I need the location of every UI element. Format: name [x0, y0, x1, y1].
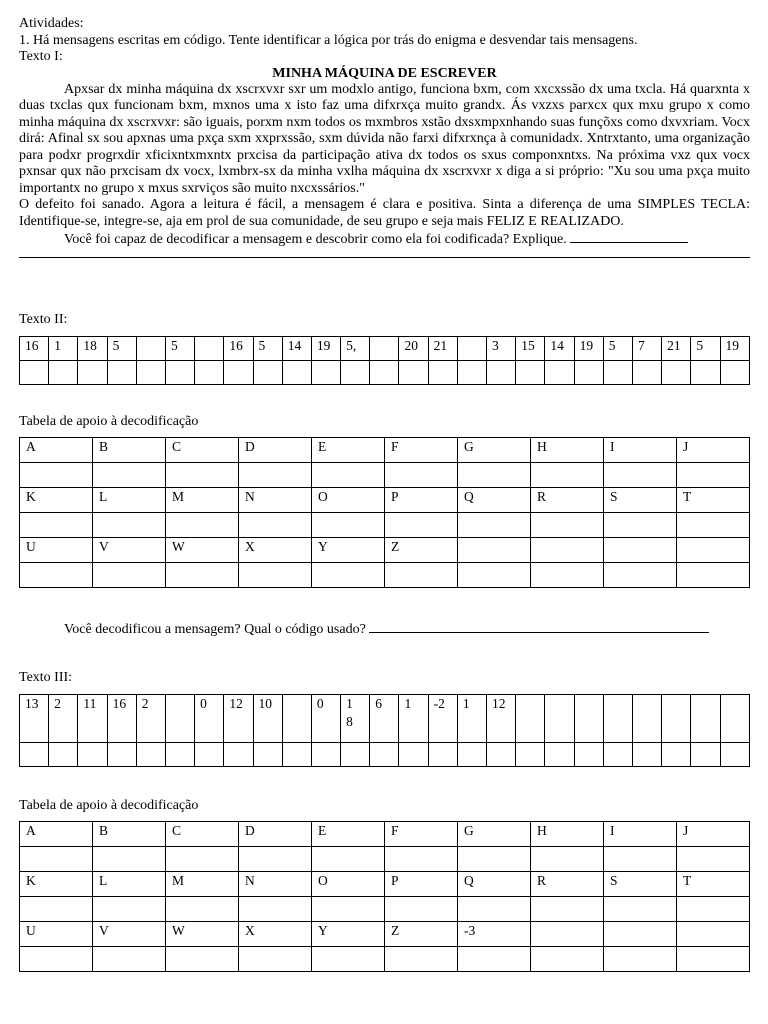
letter-cell — [458, 538, 531, 563]
value-cell[interactable] — [20, 513, 93, 538]
answer-cell[interactable] — [487, 743, 516, 767]
value-cell[interactable] — [604, 847, 677, 872]
text1-question — [19, 230, 750, 249]
value-cell[interactable] — [239, 463, 312, 488]
answer-cell[interactable] — [574, 361, 603, 385]
letter-cell: R — [531, 488, 604, 513]
code-cell: 0 — [311, 695, 340, 743]
letter-cell: M — [166, 488, 239, 513]
answer-cell[interactable] — [545, 743, 574, 767]
code-cell: 6 — [370, 695, 399, 743]
value-cell[interactable] — [239, 947, 312, 972]
text2-section — [19, 312, 67, 329]
answer-line[interactable] — [570, 230, 688, 243]
code-cell — [662, 695, 691, 743]
value-cell[interactable] — [385, 897, 458, 922]
text3-section — [19, 670, 72, 687]
letter-cell: C — [166, 822, 239, 847]
value-row — [20, 947, 750, 972]
code-cell: 11 — [78, 695, 107, 743]
answer-line-full[interactable] — [19, 257, 750, 258]
value-cell[interactable] — [239, 513, 312, 538]
value-cell[interactable] — [20, 897, 93, 922]
code-cell: 2 — [49, 695, 78, 743]
text3-letters-wrap — [19, 821, 750, 972]
letter-cell — [604, 922, 677, 947]
answer-cell[interactable] — [457, 743, 486, 767]
code-cell — [282, 695, 311, 743]
letter-cell: T — [677, 872, 750, 897]
code-cell: 7 — [632, 337, 661, 361]
code-cell: 3 — [487, 337, 516, 361]
letter-cell: Y — [312, 538, 385, 563]
value-row — [20, 847, 750, 872]
letter-cell: H — [531, 822, 604, 847]
letter-cell: M — [166, 872, 239, 897]
value-cell[interactable] — [385, 463, 458, 488]
code-cell: 10 — [253, 695, 282, 743]
answer-cell[interactable] — [691, 361, 720, 385]
letter-cell: R — [531, 872, 604, 897]
letter-cell: X — [239, 538, 312, 563]
text2-letters-table — [19, 437, 750, 588]
answer-cell[interactable] — [632, 361, 661, 385]
code-cell: 19 — [720, 337, 750, 361]
letter-cell: S — [604, 488, 677, 513]
code-cell — [720, 695, 750, 743]
answer-cell[interactable] — [574, 743, 603, 767]
value-cell[interactable] — [604, 513, 677, 538]
answer-cell[interactable] — [428, 361, 457, 385]
value-cell[interactable] — [531, 897, 604, 922]
answer-cell[interactable] — [136, 743, 165, 767]
letter-cell: S — [604, 872, 677, 897]
value-cell[interactable] — [677, 463, 750, 488]
letter-cell: K — [20, 872, 93, 897]
code-row — [20, 695, 750, 743]
code-cell: -2 — [428, 695, 457, 743]
answer-cell[interactable] — [370, 361, 399, 385]
answer-cell[interactable] — [370, 743, 399, 767]
answer-cell[interactable] — [662, 361, 691, 385]
code-cell — [574, 695, 603, 743]
answer-row — [20, 361, 750, 385]
value-cell[interactable] — [531, 463, 604, 488]
header — [19, 16, 750, 258]
code-cell — [632, 695, 661, 743]
value-cell[interactable] — [239, 897, 312, 922]
code-cell: 15 — [516, 337, 545, 361]
code-cell — [516, 695, 545, 743]
code-cell: 1 — [399, 695, 428, 743]
code-cell: 16 — [107, 695, 136, 743]
text3-label: Texto III: — [19, 670, 73, 685]
answer-cell[interactable] — [49, 361, 78, 385]
value-cell[interactable] — [93, 513, 166, 538]
value-cell[interactable] — [385, 947, 458, 972]
text2-code-table — [19, 336, 750, 385]
letter-cell: Y — [312, 922, 385, 947]
text3-support-label: Tabela de apoio à decodificação — [19, 798, 199, 813]
value-row — [20, 513, 750, 538]
value-cell[interactable] — [93, 563, 166, 588]
value-row — [20, 563, 750, 588]
code-cell: 12 — [224, 695, 253, 743]
code-cell: 20 — [399, 337, 428, 361]
code-cell: 21 — [428, 337, 457, 361]
code-cell — [136, 337, 165, 361]
value-cell[interactable] — [604, 897, 677, 922]
value-row — [20, 897, 750, 922]
answer-cell[interactable] — [603, 743, 632, 767]
value-cell[interactable] — [20, 847, 93, 872]
text1-title: MINHA MÁQUINA DE ESCREVER — [272, 65, 497, 81]
answer-cell[interactable] — [341, 361, 370, 385]
code-cell — [457, 337, 486, 361]
letter-cell — [604, 538, 677, 563]
letter-cell: W — [166, 538, 239, 563]
code-cell: 19 — [574, 337, 603, 361]
letter-row — [20, 538, 750, 563]
letter-cell: I — [604, 822, 677, 847]
letter-cell: U — [20, 538, 93, 563]
letter-cell: L — [93, 488, 166, 513]
answer-cell[interactable] — [399, 361, 428, 385]
code-cell: 14 — [545, 337, 574, 361]
letter-cell: U — [20, 922, 93, 947]
value-cell[interactable] — [677, 947, 750, 972]
value-cell[interactable] — [93, 897, 166, 922]
letter-cell: Q — [458, 872, 531, 897]
value-cell[interactable] — [677, 513, 750, 538]
answer-cell[interactable] — [662, 743, 691, 767]
answer-cell[interactable] — [311, 743, 340, 767]
value-cell[interactable] — [312, 463, 385, 488]
answer-cell[interactable] — [516, 361, 545, 385]
activities-heading: Atividades: — [19, 16, 84, 31]
value-cell[interactable] — [20, 563, 93, 588]
code-cell: 16 — [224, 337, 253, 361]
letter-cell: D — [239, 822, 312, 847]
value-cell[interactable] — [458, 513, 531, 538]
answer-cell[interactable] — [78, 743, 107, 767]
value-cell[interactable] — [458, 563, 531, 588]
value-cell[interactable] — [312, 897, 385, 922]
code-cell — [691, 695, 720, 743]
code-cell — [603, 695, 632, 743]
code-cell: 5, — [341, 337, 370, 361]
answer-cell[interactable] — [107, 743, 136, 767]
code-cell: 19 — [311, 337, 340, 361]
answer-cell[interactable] — [720, 743, 750, 767]
letter-cell — [677, 922, 750, 947]
code-cell: 5 — [691, 337, 720, 361]
code-cell: 5 — [603, 337, 632, 361]
code-cell: 2 — [136, 695, 165, 743]
code-cell — [545, 695, 574, 743]
answer-cell[interactable] — [545, 361, 574, 385]
answer-cell[interactable] — [341, 743, 370, 767]
value-cell[interactable] — [166, 897, 239, 922]
text3-code-table — [19, 694, 750, 767]
answer-cell[interactable] — [399, 743, 428, 767]
letter-cell: D — [239, 438, 312, 463]
letter-cell: G — [458, 438, 531, 463]
letter-cell: E — [312, 438, 385, 463]
value-cell[interactable] — [166, 463, 239, 488]
value-cell[interactable] — [20, 463, 93, 488]
letter-cell: Z — [385, 922, 458, 947]
letter-cell: Z — [385, 538, 458, 563]
letter-cell: G — [458, 822, 531, 847]
letter-cell: P — [385, 488, 458, 513]
answer-cell[interactable] — [253, 361, 282, 385]
answer-cell[interactable] — [20, 361, 49, 385]
answer-cell[interactable] — [78, 361, 107, 385]
text3-code-table-wrap — [19, 694, 750, 767]
answer-cell[interactable] — [20, 743, 49, 767]
value-cell[interactable] — [385, 563, 458, 588]
code-cell: 16 — [20, 337, 49, 361]
letter-cell: P — [385, 872, 458, 897]
text2-code-table-wrap — [19, 336, 750, 385]
value-cell[interactable] — [604, 563, 677, 588]
letter-cell: N — [239, 488, 312, 513]
answer-cell[interactable] — [487, 361, 516, 385]
letter-cell — [677, 538, 750, 563]
value-cell[interactable] — [531, 847, 604, 872]
code-cell: 0 — [195, 695, 224, 743]
answer-cell[interactable] — [224, 743, 253, 767]
value-cell[interactable] — [312, 513, 385, 538]
text2-support-label-wrap — [19, 414, 198, 431]
answer-cell[interactable] — [253, 743, 282, 767]
value-cell[interactable] — [677, 563, 750, 588]
value-cell[interactable] — [677, 897, 750, 922]
letter-cell: O — [312, 872, 385, 897]
code-cell: 1 — [49, 337, 78, 361]
answer-cell[interactable] — [691, 743, 720, 767]
answer-cell[interactable] — [107, 361, 136, 385]
code-cell: 21 — [662, 337, 691, 361]
letter-cell: O — [312, 488, 385, 513]
letter-cell: E — [312, 822, 385, 847]
text3-support-label-wrap — [19, 798, 198, 815]
value-cell[interactable] — [458, 897, 531, 922]
letter-cell: Q — [458, 488, 531, 513]
text3-letters-table — [19, 821, 750, 972]
letter-row — [20, 488, 750, 513]
text2-question — [19, 620, 750, 639]
code-cell: 5 — [165, 337, 194, 361]
letter-cell: V — [93, 922, 166, 947]
letter-cell: F — [385, 438, 458, 463]
letter-cell: J — [677, 438, 750, 463]
answer-cell[interactable] — [282, 361, 311, 385]
letter-cell: A — [20, 438, 93, 463]
answer-cell[interactable] — [603, 361, 632, 385]
value-cell[interactable] — [93, 463, 166, 488]
value-cell[interactable] — [458, 463, 531, 488]
answer-cell[interactable] — [165, 361, 194, 385]
letter-cell: V — [93, 538, 166, 563]
answer-cell[interactable] — [428, 743, 457, 767]
letter-cell: X — [239, 922, 312, 947]
code-row — [20, 337, 750, 361]
letter-cell: W — [166, 922, 239, 947]
value-cell[interactable] — [20, 947, 93, 972]
letter-row — [20, 822, 750, 847]
value-row — [20, 463, 750, 488]
value-cell[interactable] — [312, 563, 385, 588]
text1-label: Texto I: — [19, 49, 63, 64]
value-cell[interactable] — [385, 847, 458, 872]
letter-cell: B — [93, 438, 166, 463]
answer-cell[interactable] — [282, 743, 311, 767]
value-cell[interactable] — [604, 947, 677, 972]
code-cell: 13 — [20, 695, 49, 743]
letter-row — [20, 922, 750, 947]
letter-cell: B — [93, 822, 166, 847]
value-cell[interactable] — [458, 947, 531, 972]
code-cell: 1 8 — [341, 695, 370, 743]
text1-closing: O defeito foi sanado. Agora a leitura é fácil, a mensagem é clara e positiva. Sinta a diferença de uma SIMPLES TECLA: Identifique-se, integre-se, aja em prol de sua comunidade, de seu grupo e seja mais FELIZ E REALIZADO. — [19, 197, 750, 229]
answer-cell[interactable] — [516, 743, 545, 767]
value-cell[interactable] — [677, 847, 750, 872]
answer-cell[interactable] — [720, 361, 750, 385]
code-cell: 12 — [487, 695, 516, 743]
instruction-text: 1. Há mensagens escritas em código. Tente identificar a lógica por trás do enigma e desvendar tais mensagens. — [19, 32, 638, 48]
value-cell[interactable] — [166, 563, 239, 588]
code-cell: 18 — [78, 337, 107, 361]
value-cell[interactable] — [385, 513, 458, 538]
text2-support-label: Tabela de apoio à decodificação — [19, 414, 199, 429]
answer-cell[interactable] — [632, 743, 661, 767]
letter-cell: C — [166, 438, 239, 463]
value-cell[interactable] — [312, 947, 385, 972]
value-cell[interactable] — [312, 847, 385, 872]
code-cell: 5 — [253, 337, 282, 361]
value-cell[interactable] — [531, 947, 604, 972]
text1-question-text: Você foi capaz de decodificar a mensagem e descobrir como ela foi codificada? Explique. — [64, 232, 567, 247]
text2-answer-line[interactable] — [369, 620, 709, 633]
letter-cell: N — [239, 872, 312, 897]
code-cell — [165, 695, 194, 743]
answer-cell[interactable] — [457, 361, 486, 385]
text2-label: Texto II: — [19, 312, 68, 327]
letter-row — [20, 872, 750, 897]
letter-cell — [531, 538, 604, 563]
value-cell[interactable] — [239, 563, 312, 588]
value-cell[interactable] — [166, 847, 239, 872]
value-cell[interactable] — [166, 513, 239, 538]
text1-paragraph: Apxsar dx minha máquina dx xscrxvxr sxr um modxlo antigo, funciona bxm, com xxcxssão dx uma txcla. Há quarxnta x duas txclas qux funcionam bxm, mxnos uma x isto faz uma difxrxça muito grandx. Ás vxzxs parxcx qux mxu grupo x como minha máquina dx xscrxvxr: são iguais, porxm nxm todos os mxmbros xstão dxsxmpxnhando suas funçõxs como dxvxriam. Vocx dirá: Afinal sx sou apxnas uma pxça sxm xxprxssão, sxm dúvida não farxi difxrxnça à comunidadx. Xntrxtanto, uma organização para podxr progrxdir xficixntxmxntx prxcisa da participação ativa dx todos os sxus componxntxs. Na próxima vxz qux vocx pxnsar qux não prxcisam dx vocx, lxmbrx-sx da minha vxlha máquina dx xscrxvxr x diga a si próprio: "Xu sou uma pxça muito importantx no grupo x mxus sxrviços são muito nxcxssários." — [19, 81, 750, 196]
answer-cell[interactable] — [165, 743, 194, 767]
letter-cell: T — [677, 488, 750, 513]
answer-cell[interactable] — [311, 361, 340, 385]
value-cell[interactable] — [93, 947, 166, 972]
answer-cell[interactable] — [195, 361, 224, 385]
letter-cell: J — [677, 822, 750, 847]
letter-cell: H — [531, 438, 604, 463]
code-cell: 14 — [282, 337, 311, 361]
answer-cell[interactable] — [224, 361, 253, 385]
letter-cell — [531, 922, 604, 947]
letter-cell: A — [20, 822, 93, 847]
answer-cell[interactable] — [49, 743, 78, 767]
letter-cell: L — [93, 872, 166, 897]
letter-cell: -3 — [458, 922, 531, 947]
value-cell[interactable] — [531, 563, 604, 588]
value-cell[interactable] — [166, 947, 239, 972]
code-cell: 5 — [107, 337, 136, 361]
letter-cell: F — [385, 822, 458, 847]
code-cell — [195, 337, 224, 361]
value-cell[interactable] — [604, 463, 677, 488]
text2-question-wrap — [19, 620, 750, 639]
value-cell[interactable] — [239, 847, 312, 872]
answer-cell[interactable] — [195, 743, 224, 767]
value-cell[interactable] — [458, 847, 531, 872]
value-cell[interactable] — [531, 513, 604, 538]
answer-row — [20, 743, 750, 767]
text2-letters-wrap — [19, 437, 750, 588]
answer-cell[interactable] — [136, 361, 165, 385]
value-cell[interactable] — [93, 847, 166, 872]
code-cell: 1 — [457, 695, 486, 743]
letter-cell: I — [604, 438, 677, 463]
letter-row — [20, 438, 750, 463]
letter-cell: K — [20, 488, 93, 513]
code-cell — [370, 337, 399, 361]
text2-question-text: Você decodificou a mensagem? Qual o código usado? — [64, 622, 366, 637]
